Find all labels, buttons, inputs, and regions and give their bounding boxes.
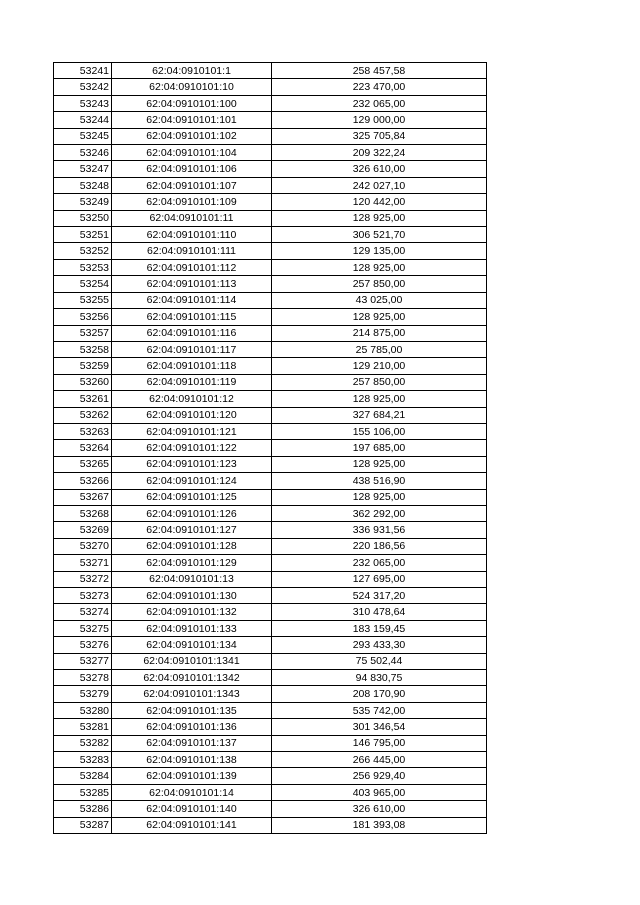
- row-number-cell: 53264: [54, 440, 112, 456]
- table-row: [54, 243, 487, 259]
- table-row: [54, 145, 487, 161]
- cadastral-number-cell: 62:04:0910101:140: [112, 801, 272, 817]
- row-number-cell: 53281: [54, 719, 112, 735]
- table-row: [54, 653, 487, 669]
- value-cell: 524 317,20: [272, 588, 487, 604]
- cadastral-number-cell: 62:04:0910101:100: [112, 95, 272, 111]
- cadastral-number-cell: 62:04:0910101:130: [112, 588, 272, 604]
- row-number-cell: 53274: [54, 604, 112, 620]
- row-number-cell: 53282: [54, 735, 112, 751]
- table-row: [54, 719, 487, 735]
- value-cell: 326 610,00: [272, 161, 487, 177]
- row-number-cell: 53277: [54, 653, 112, 669]
- cadastral-number-cell: 62:04:0910101:11: [112, 210, 272, 226]
- row-number-cell: 53267: [54, 489, 112, 505]
- table-row: [54, 128, 487, 144]
- cadastral-number-cell: 62:04:0910101:126: [112, 505, 272, 521]
- value-cell: 232 065,00: [272, 95, 487, 111]
- row-number-cell: 53253: [54, 259, 112, 275]
- value-cell: 43 025,00: [272, 292, 487, 308]
- value-cell: 129 000,00: [272, 112, 487, 128]
- value-cell: 256 929,40: [272, 768, 487, 784]
- table-row: [54, 227, 487, 243]
- cadastral-number-cell: 62:04:0910101:115: [112, 309, 272, 325]
- value-cell: 336 931,56: [272, 522, 487, 538]
- row-number-cell: 53276: [54, 637, 112, 653]
- table-row: [54, 702, 487, 718]
- cadastral-number-cell: 62:04:0910101:124: [112, 473, 272, 489]
- value-cell: 128 925,00: [272, 259, 487, 275]
- row-number-cell: 53258: [54, 341, 112, 357]
- value-cell: 438 516,90: [272, 473, 487, 489]
- row-number-cell: 53263: [54, 423, 112, 439]
- row-number-cell: 53261: [54, 391, 112, 407]
- cadastral-number-cell: 62:04:0910101:114: [112, 292, 272, 308]
- row-number-cell: 53245: [54, 128, 112, 144]
- cadastral-number-cell: 62:04:0910101:133: [112, 620, 272, 636]
- row-number-cell: 53254: [54, 276, 112, 292]
- cadastral-number-cell: 62:04:0910101:117: [112, 341, 272, 357]
- cadastral-number-cell: 62:04:0910101:102: [112, 128, 272, 144]
- cadastral-number-cell: 62:04:0910101:110: [112, 227, 272, 243]
- row-number-cell: 53278: [54, 670, 112, 686]
- cadastral-number-cell: 62:04:0910101:122: [112, 440, 272, 456]
- table-row: [54, 259, 487, 275]
- row-number-cell: 53242: [54, 79, 112, 95]
- table-row: [54, 637, 487, 653]
- value-cell: 129 135,00: [272, 243, 487, 259]
- value-cell: 94 830,75: [272, 670, 487, 686]
- value-cell: 232 065,00: [272, 555, 487, 571]
- table-row: [54, 194, 487, 210]
- cadastral-number-cell: 62:04:0910101:118: [112, 358, 272, 374]
- cadastral-number-cell: 62:04:0910101:137: [112, 735, 272, 751]
- row-number-cell: 53284: [54, 768, 112, 784]
- value-cell: 301 346,54: [272, 719, 487, 735]
- value-cell: 266 445,00: [272, 752, 487, 768]
- cadastral-number-cell: 62:04:0910101:136: [112, 719, 272, 735]
- cadastral-number-cell: 62:04:0910101:123: [112, 456, 272, 472]
- row-number-cell: 53249: [54, 194, 112, 210]
- value-cell: 183 159,45: [272, 620, 487, 636]
- value-cell: 258 457,58: [272, 63, 487, 79]
- row-number-cell: 53280: [54, 702, 112, 718]
- value-cell: 155 106,00: [272, 423, 487, 439]
- table-row: [54, 276, 487, 292]
- cadastral-number-cell: 62:04:0910101:113: [112, 276, 272, 292]
- table-row: [54, 620, 487, 636]
- value-cell: 209 322,24: [272, 145, 487, 161]
- cadastral-number-cell: 62:04:0910101:106: [112, 161, 272, 177]
- value-cell: 327 684,21: [272, 407, 487, 423]
- row-number-cell: 53246: [54, 145, 112, 161]
- table-row: [54, 161, 487, 177]
- row-number-cell: 53243: [54, 95, 112, 111]
- cadastral-number-cell: 62:04:0910101:109: [112, 194, 272, 210]
- table-row: [54, 686, 487, 702]
- table-body: [54, 63, 487, 834]
- row-number-cell: 53286: [54, 801, 112, 817]
- row-number-cell: 53287: [54, 817, 112, 833]
- data-table: [53, 62, 487, 834]
- table-row: [54, 522, 487, 538]
- value-cell: 127 695,00: [272, 571, 487, 587]
- table-row: [54, 210, 487, 226]
- row-number-cell: 53273: [54, 588, 112, 604]
- value-cell: 208 170,90: [272, 686, 487, 702]
- row-number-cell: 53259: [54, 358, 112, 374]
- cadastral-number-cell: 62:04:0910101:112: [112, 259, 272, 275]
- cadastral-number-cell: 62:04:0910101:13: [112, 571, 272, 587]
- table-row: [54, 604, 487, 620]
- cadastral-number-cell: 62:04:0910101:111: [112, 243, 272, 259]
- table-row: [54, 79, 487, 95]
- cadastral-number-cell: 62:04:0910101:121: [112, 423, 272, 439]
- value-cell: 306 521,70: [272, 227, 487, 243]
- table-row: [54, 670, 487, 686]
- table-row: [54, 358, 487, 374]
- row-number-cell: 53266: [54, 473, 112, 489]
- cadastral-number-cell: 62:04:0910101:116: [112, 325, 272, 341]
- cadastral-number-cell: 62:04:0910101:119: [112, 374, 272, 390]
- cadastral-number-cell: 62:04:0910101:120: [112, 407, 272, 423]
- table-row: [54, 817, 487, 833]
- cadastral-number-cell: 62:04:0910101:132: [112, 604, 272, 620]
- value-cell: 223 470,00: [272, 79, 487, 95]
- value-cell: 293 433,30: [272, 637, 487, 653]
- value-cell: 535 742,00: [272, 702, 487, 718]
- value-cell: 362 292,00: [272, 505, 487, 521]
- value-cell: 128 925,00: [272, 210, 487, 226]
- row-number-cell: 53285: [54, 784, 112, 800]
- row-number-cell: 53268: [54, 505, 112, 521]
- value-cell: 129 210,00: [272, 358, 487, 374]
- cadastral-number-cell: 62:04:0910101:134: [112, 637, 272, 653]
- row-number-cell: 53248: [54, 177, 112, 193]
- table-row: [54, 801, 487, 817]
- table-row: [54, 456, 487, 472]
- table-row: [54, 341, 487, 357]
- value-cell: 242 027,10: [272, 177, 487, 193]
- cadastral-number-cell: 62:04:0910101:1343: [112, 686, 272, 702]
- table-row: [54, 292, 487, 308]
- value-cell: 403 965,00: [272, 784, 487, 800]
- table-row: [54, 177, 487, 193]
- cadastral-number-cell: 62:04:0910101:127: [112, 522, 272, 538]
- row-number-cell: 53269: [54, 522, 112, 538]
- value-cell: 257 850,00: [272, 276, 487, 292]
- row-number-cell: 53257: [54, 325, 112, 341]
- table-row: [54, 505, 487, 521]
- row-number-cell: 53275: [54, 620, 112, 636]
- cadastral-number-cell: 62:04:0910101:1: [112, 63, 272, 79]
- value-cell: 310 478,64: [272, 604, 487, 620]
- cadastral-number-cell: 62:04:0910101:125: [112, 489, 272, 505]
- row-number-cell: 53250: [54, 210, 112, 226]
- table-row: [54, 112, 487, 128]
- value-cell: 214 875,00: [272, 325, 487, 341]
- value-cell: 325 705,84: [272, 128, 487, 144]
- table-row: [54, 407, 487, 423]
- cadastral-number-cell: 62:04:0910101:101: [112, 112, 272, 128]
- value-cell: 120 442,00: [272, 194, 487, 210]
- table-row: [54, 325, 487, 341]
- value-cell: 128 925,00: [272, 489, 487, 505]
- value-cell: 326 610,00: [272, 801, 487, 817]
- row-number-cell: 53247: [54, 161, 112, 177]
- cadastral-number-cell: 62:04:0910101:139: [112, 768, 272, 784]
- value-cell: 75 502,44: [272, 653, 487, 669]
- cadastral-number-cell: 62:04:0910101:14: [112, 784, 272, 800]
- cadastral-number-cell: 62:04:0910101:135: [112, 702, 272, 718]
- row-number-cell: 53244: [54, 112, 112, 128]
- table-row: [54, 489, 487, 505]
- row-number-cell: 53283: [54, 752, 112, 768]
- table-row: [54, 440, 487, 456]
- value-cell: 128 925,00: [272, 456, 487, 472]
- cadastral-number-cell: 62:04:0910101:1341: [112, 653, 272, 669]
- cadastral-number-cell: 62:04:0910101:128: [112, 538, 272, 554]
- row-number-cell: 53251: [54, 227, 112, 243]
- row-number-cell: 53256: [54, 309, 112, 325]
- cadastral-number-cell: 62:04:0910101:104: [112, 145, 272, 161]
- table-row: [54, 391, 487, 407]
- cadastral-number-cell: 62:04:0910101:141: [112, 817, 272, 833]
- row-number-cell: 53265: [54, 456, 112, 472]
- value-cell: 128 925,00: [272, 391, 487, 407]
- row-number-cell: 53252: [54, 243, 112, 259]
- row-number-cell: 53260: [54, 374, 112, 390]
- table-row: [54, 309, 487, 325]
- table-row: [54, 768, 487, 784]
- row-number-cell: 53241: [54, 63, 112, 79]
- table-row: [54, 95, 487, 111]
- table-row: [54, 423, 487, 439]
- table-row: [54, 784, 487, 800]
- table-row: [54, 63, 487, 79]
- row-number-cell: 53272: [54, 571, 112, 587]
- cadastral-number-cell: 62:04:0910101:10: [112, 79, 272, 95]
- table-row: [54, 538, 487, 554]
- table-row: [54, 735, 487, 751]
- row-number-cell: 53271: [54, 555, 112, 571]
- value-cell: 128 925,00: [272, 309, 487, 325]
- table-row: [54, 374, 487, 390]
- table-row: [54, 588, 487, 604]
- table-row: [54, 752, 487, 768]
- cadastral-number-cell: 62:04:0910101:1342: [112, 670, 272, 686]
- value-cell: 220 186,56: [272, 538, 487, 554]
- value-cell: 25 785,00: [272, 341, 487, 357]
- value-cell: 197 685,00: [272, 440, 487, 456]
- row-number-cell: 53262: [54, 407, 112, 423]
- table-row: [54, 571, 487, 587]
- table-row: [54, 473, 487, 489]
- cadastral-number-cell: 62:04:0910101:138: [112, 752, 272, 768]
- value-cell: 181 393,08: [272, 817, 487, 833]
- row-number-cell: 53270: [54, 538, 112, 554]
- row-number-cell: 53255: [54, 292, 112, 308]
- cadastral-number-cell: 62:04:0910101:107: [112, 177, 272, 193]
- value-cell: 257 850,00: [272, 374, 487, 390]
- cadastral-number-cell: 62:04:0910101:129: [112, 555, 272, 571]
- value-cell: 146 795,00: [272, 735, 487, 751]
- table-row: [54, 555, 487, 571]
- cadastral-number-cell: 62:04:0910101:12: [112, 391, 272, 407]
- row-number-cell: 53279: [54, 686, 112, 702]
